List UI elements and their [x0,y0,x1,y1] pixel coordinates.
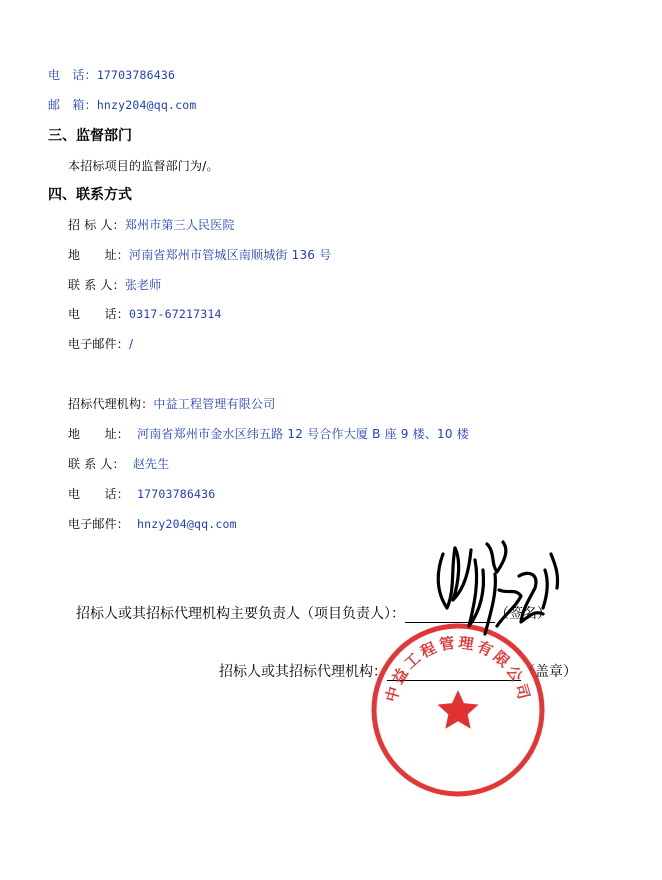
top-email-line [48,96,197,113]
tenderer-phone-label: 电 话： [68,307,130,321]
agency-phone-value: 17703786436 [137,487,216,501]
tenderer-email-value: / [129,337,134,351]
tenderer-phone-value: 0317-67217314 [129,307,222,321]
top-email-value: hnzy204@qq.com [96,98,197,112]
agency-email-line [68,515,237,532]
top-email-label: 邮 箱： [48,98,97,112]
agency-phone-label: 电 话： [68,487,130,501]
section3-title: 三、监督部门 [48,128,132,144]
top-phone-line [48,66,175,83]
seal-star-icon [438,690,479,729]
top-phone-value: 17703786436 [96,68,176,82]
agency-contact-value: 赵先生 [132,457,170,471]
tenderer-address-line [68,246,331,263]
tenderer-address-value: 河南省郑州市管城区南顺城街 136 号 [129,248,332,262]
tenderer-contact-value: 张老师 [124,278,162,292]
tenderer-contact-line [68,276,161,293]
seal-text: 中益工程管理有限公司 [382,633,534,704]
tenderer-name-label: 招 标 人： [68,218,125,232]
agency-address-line [68,425,469,442]
principal-signature-suffix: （签名） [495,606,551,622]
agency-name-label: 招标代理机构： [68,397,154,411]
section4-title: 四、联系方式 [48,187,132,203]
tenderer-email-line [68,335,133,352]
agency-email-value: hnzy204@qq.com [137,517,237,531]
tenderer-name-value: 郑州市第三人民医院 [124,218,235,232]
tenderer-email-label: 电子邮件： [68,337,130,351]
handwritten-signature [425,530,575,650]
tenderer-phone-line [68,305,222,322]
principal-signature-label: 招标人或其招标代理机构主要负责人（项目负责人）： [76,606,405,622]
tenderer-name-line [68,216,235,233]
agency-address-value: 河南省郑州市金水区纬五路 12 号合作大厦 B 座 9 楼、10 楼 [137,427,469,441]
agency-email-label: 电子邮件： [68,517,130,531]
tenderer-contact-label: 联 系 人： [68,278,125,292]
agency-contact-label: 联 系 人： [68,457,125,471]
agency-contact-line [68,455,169,472]
agency-name-line [68,395,275,412]
agency-phone-line [68,485,215,502]
tenderer-address-label: 地 址： [68,248,130,262]
agency-name-value: 中益工程管理有限公司 [153,397,276,411]
org-seal-suffix: （盖章） [521,664,577,680]
org-seal-label: 招标人或其招标代理机构： [219,664,387,680]
agency-address-label: 地 址： [68,427,130,441]
section3-text: 本招标项目的监督部门为/。 [68,159,219,173]
top-phone-label: 电 话： [48,68,97,82]
